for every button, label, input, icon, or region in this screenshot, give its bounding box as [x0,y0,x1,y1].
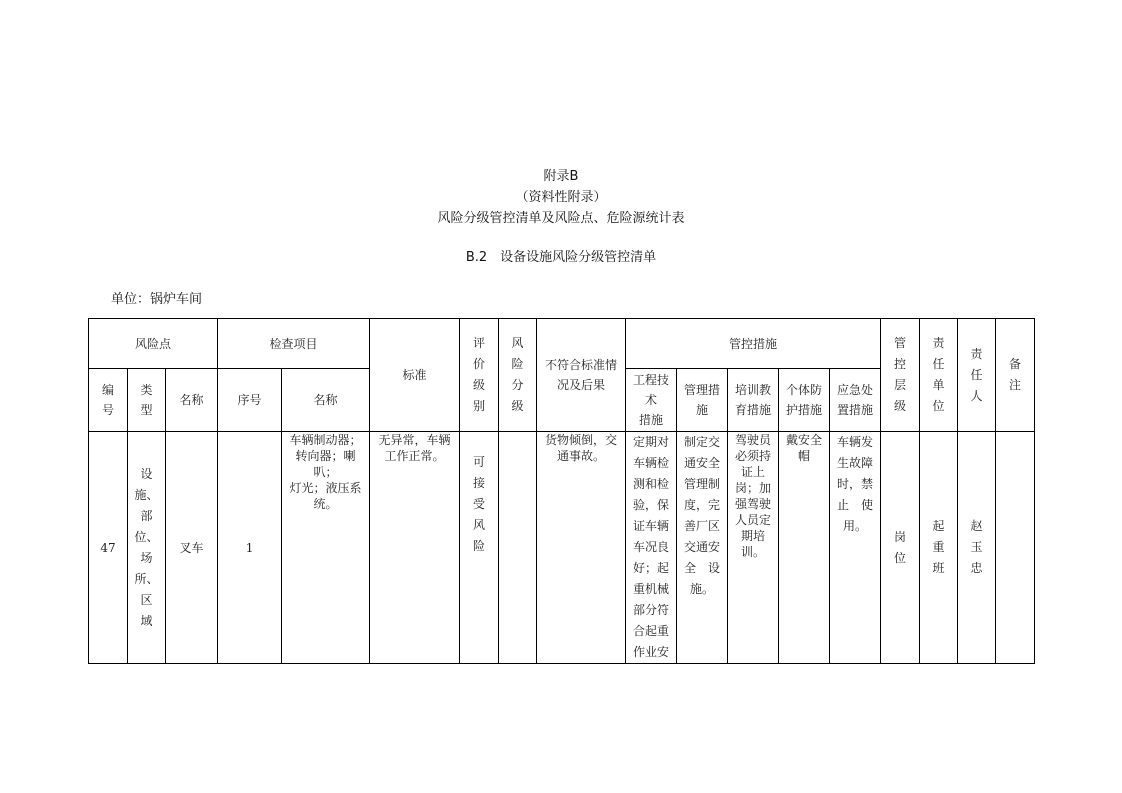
cell-nonconformity: 货物倾倒，交 通事故。 [537,432,626,664]
header-resp-person: 责 任 人 [958,319,996,432]
header-nonconformity: 不符合标准情况及后果 [537,319,626,432]
header-risk-grade: 风 险 分 级 [499,319,537,432]
cell-remarks [996,432,1035,664]
section-subtitle: B.2 设备设施风险分级管控清单 [465,250,657,265]
header-control-measures: 管控措施 [626,319,881,369]
cell-engineering: 定期对 车辆检 测和检 验，保 证车辆 车况良 好；起 重机械 部分符 合起重 作业安 [626,432,677,664]
header-row-1 [89,319,1035,369]
cell-standard: 无异常，车辆 工作正常。 [370,432,460,664]
header-type: 类 型 [128,369,166,432]
header-seq: 序号 [218,369,282,432]
cell-emergency: 车辆发 生故障 时，禁 止 使 用。 [830,432,881,664]
header-risk-point: 风险点 [89,319,218,369]
header-item-name: 名称 [282,369,370,432]
cell-resp-unit: 起 重 班 [920,432,958,664]
cell-item-name: 车辆制动器； 转向器；喇叭； 灯光；液压系 统。 [282,432,370,664]
cell-name: 叉车 [166,432,218,664]
cell-control-level: 岗 位 [881,432,920,664]
unit-label: 单位：锅炉车间 [111,292,203,307]
cell-management: 制定交 通安全 管理制 度，完 善厂区 交通安 全 设 施。 [677,432,728,664]
header-ppe: 个体防 护措施 [779,369,830,432]
table-row [89,432,1035,664]
header-name: 名称 [166,369,218,432]
header-standard: 标准 [370,319,460,432]
cell-seq: 1 [218,432,282,664]
header-engineering: 工程技 术 措施 [626,369,677,432]
header-resp-unit: 责 任 单 位 [920,319,958,432]
risk-control-table [88,318,1035,664]
cell-ppe: 戴安全 帽 [779,432,830,664]
header-control-level: 管 控 层 级 [881,319,920,432]
appendix-note: （资料性附录） [515,190,607,205]
header-remarks: 备 注 [996,319,1035,432]
header-number: 编 号 [89,369,128,432]
header-eval-level: 评 价 级 别 [460,319,499,432]
cell-type: 设 施、 部 位、 场 所、 区 域 [128,432,166,664]
header-training: 培训教 育措施 [728,369,779,432]
header-emergency: 应急处 置措施 [830,369,881,432]
header-check-item: 检查项目 [218,319,370,369]
cell-resp-person: 赵 玉 忠 [958,432,996,664]
cell-eval-level: 可 接 受 风 险 [460,432,499,664]
cell-number: 47 [89,432,128,664]
cell-risk-grade [499,432,537,664]
cell-training: 驾驶员 必须持 证上 岗；加 强驾驶 人员定 期培 训。 [728,432,779,664]
header-management: 管理措 施 [677,369,728,432]
appendix-label: 附录B [543,169,579,184]
document-title: 风险分级管控清单及风险点、危险源统计表 [437,211,685,226]
